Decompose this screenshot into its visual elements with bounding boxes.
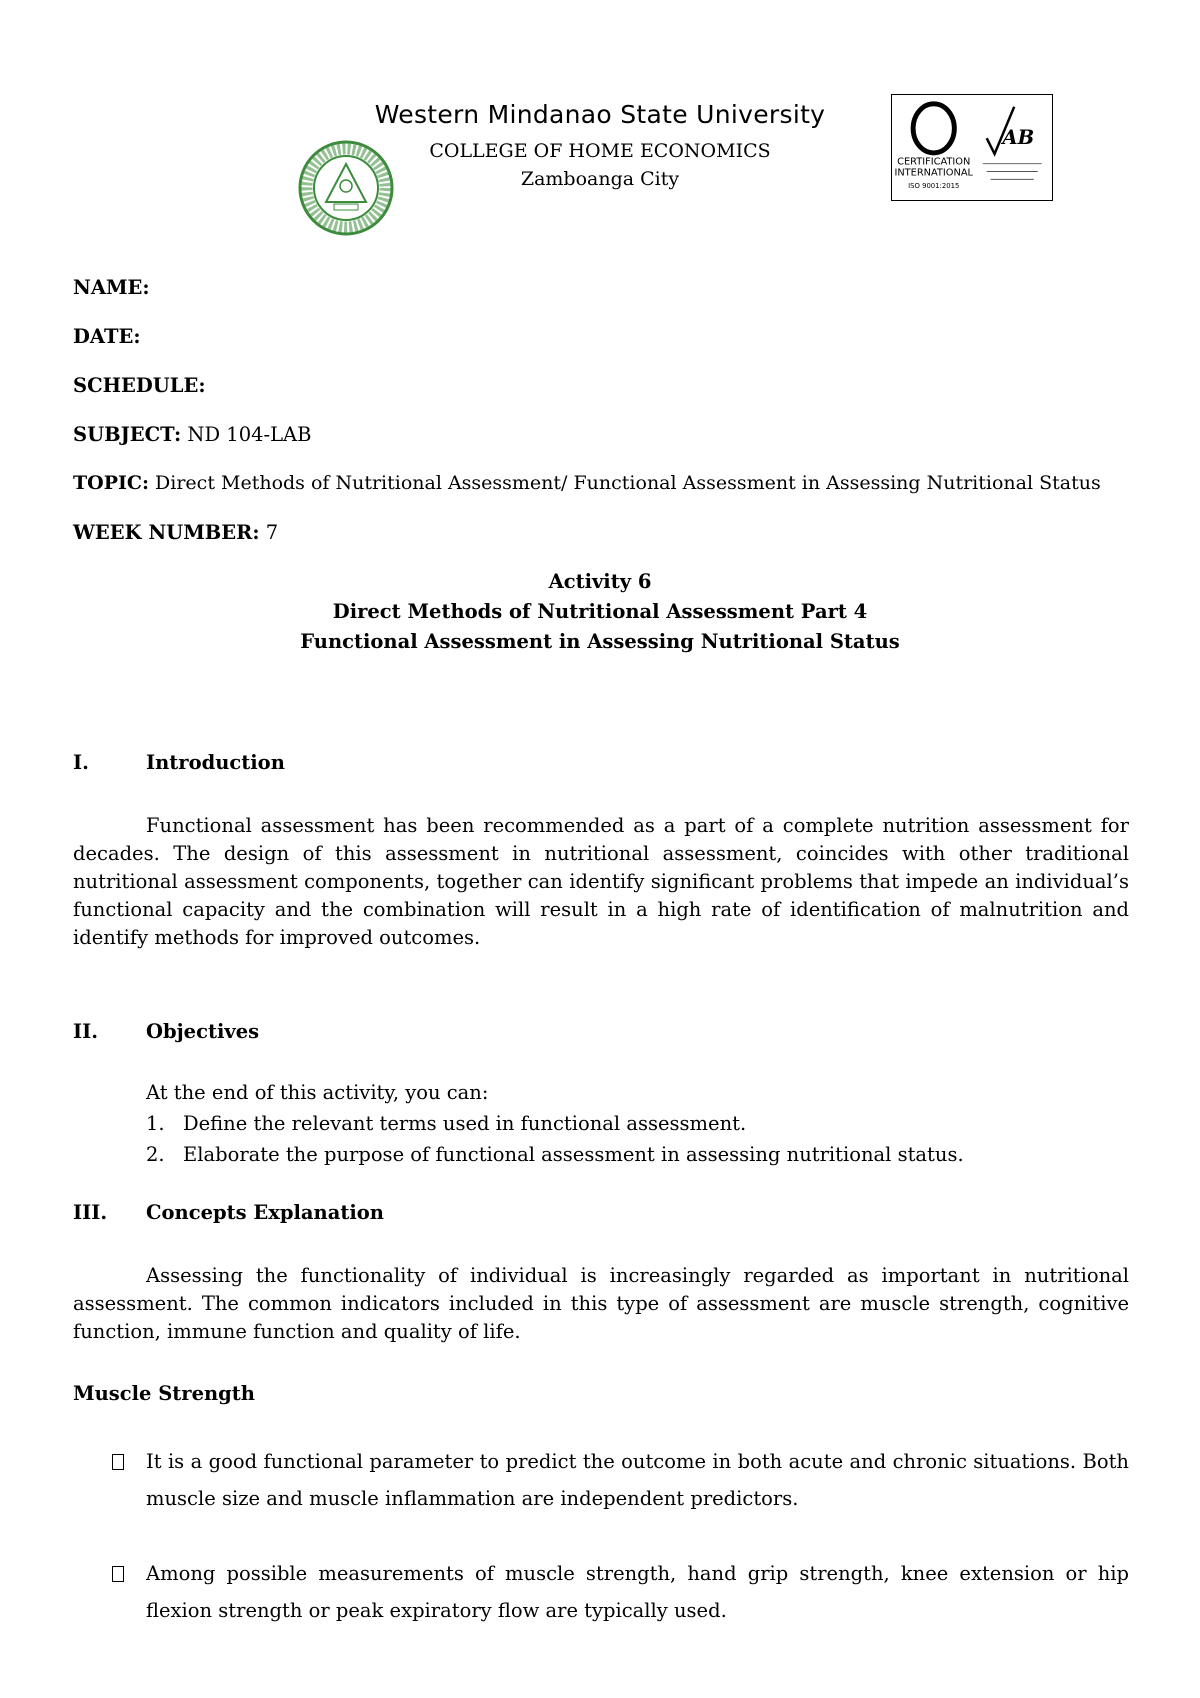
objective-item: Elaborate the purpose of functional assessment in assessing nutritional status. [183, 1143, 964, 1166]
bullet-icon [112, 1454, 124, 1470]
section-number: I. [73, 751, 89, 774]
iso-certification-logo [891, 94, 1053, 201]
concepts-text: Assessing the functionality of individual is increasingly regarded as important in nutritional assessment. The common indicators included in this type of assessment are muscle strength, cognitive function, immune function and quality of life. [73, 1264, 1129, 1343]
bullet-icon [112, 1566, 124, 1582]
city-name: Zamboanga City [520, 168, 680, 190]
name-label: NAME: [73, 276, 150, 299]
activity-title: Direct Methods of Nutritional Assessment Part 4 [332, 600, 868, 623]
topic-label: TOPIC: [73, 472, 149, 494]
week-field [73, 521, 278, 544]
topic-field [73, 472, 1101, 494]
objective-number: 1. [146, 1112, 165, 1135]
svg-text:INTERNATIONAL: INTERNATIONAL [894, 167, 974, 179]
svg-text:CERTIFICATION: CERTIFICATION [897, 156, 971, 168]
subject-value: ND 104-LAB [181, 423, 312, 446]
date-field [73, 325, 141, 348]
svg-text:AB: AB [1002, 126, 1035, 150]
section-title-objectives: Objectives [146, 1020, 260, 1043]
week-label: WEEK NUMBER: [73, 521, 260, 544]
bullet-item: Among possible measurements of muscle strength, hand grip strength, knee extension or hip flexion strength or peak expiratory flow are typically used. [146, 1562, 1129, 1622]
week-value: 7 [259, 521, 279, 544]
schedule-field [73, 374, 206, 397]
objectives-lead: At the end of this activity, you can: [146, 1081, 489, 1104]
activity-subtitle: Functional Assessment in Assessing Nutritional Status [300, 630, 900, 653]
topic-value: Direct Methods of Nutritional Assessment/ Functional Assessment in Assessing Nutritional Status [149, 472, 1101, 494]
university-name: Western Mindanao State University [374, 100, 826, 129]
muscle-strength-heading: Muscle Strength [73, 1382, 255, 1405]
concepts-paragraph [73, 1262, 1129, 1346]
name-field [73, 276, 150, 299]
section-number: II. [73, 1020, 99, 1043]
introduction-text: Functional assessment has been recommended as a part of a complete nutrition assessment for decades. The design of this assessment in nutritional assessment, coincides with other traditional nutritional assessment components, together can identify significant problems that impede an individual’s functional capacity and the combination will result in a high rate of identification of malnutrition and identify methods for improved outcomes. [73, 814, 1129, 949]
section-title-introduction: Introduction [146, 751, 285, 774]
college-seal-logo [298, 140, 394, 236]
subject-field [73, 423, 311, 446]
college-name: COLLEGE OF HOME ECONOMICS [429, 140, 771, 162]
schedule-label: SCHEDULE: [73, 374, 206, 397]
section-title-concepts: Concepts Explanation [146, 1201, 384, 1224]
svg-text:ISO 9001:2015: ISO 9001:2015 [908, 182, 960, 191]
date-label: DATE: [73, 325, 141, 348]
subject-label: SUBJECT: [73, 423, 182, 446]
bullet-item: It is a good functional parameter to predict the outcome in both acute and chronic situations. Both muscle size and muscle inflammation are independent predictors. [146, 1450, 1129, 1510]
activity-number: Activity 6 [548, 570, 652, 593]
objective-number: 2. [146, 1143, 165, 1166]
introduction-paragraph [73, 812, 1129, 952]
section-number: III. [73, 1201, 108, 1224]
objective-item: Define the relevant terms used in functional assessment. [183, 1112, 747, 1135]
